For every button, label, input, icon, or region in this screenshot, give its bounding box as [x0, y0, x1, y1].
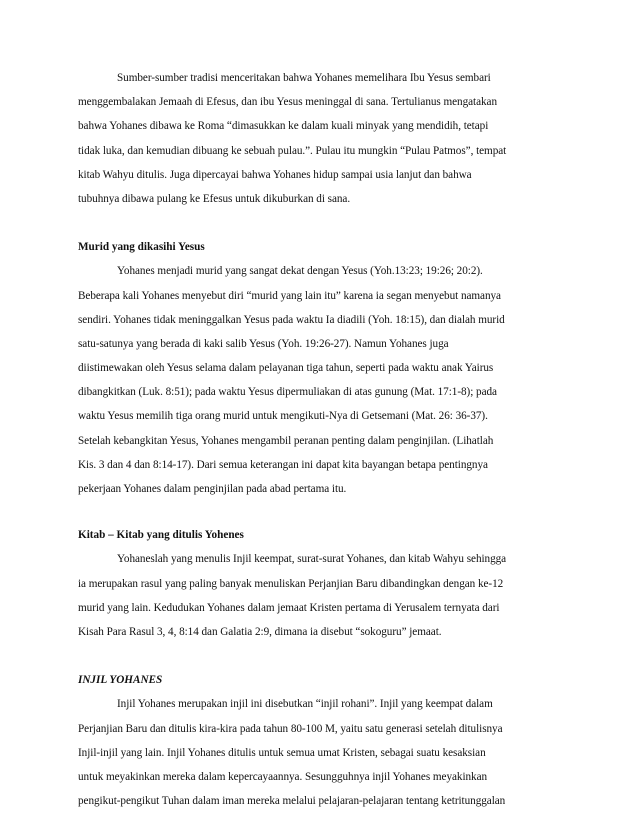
text-line: Yohanes menjadi murid yang sangat dekat dengan Yesus (Yoh.13:23; 19:26; 20:2). [117, 265, 483, 278]
paragraph-kitab [78, 547, 562, 644]
text-line: Kis. 3 dan 4 dan 8:14-17). Dari semua keterangan ini dapat kita bayangan betapa pentingnya [78, 458, 488, 471]
text-line: ia merupakan rasul yang paling banyak menuliskan Perjanjian Baru dibandingkan dengan ke-12 [78, 577, 504, 590]
text-line: murid yang lain. Kedudukan Yohanes dalam jemaat Kristen pertama di Yerusalem ternyata dari [78, 601, 500, 614]
text-line: Setelah kebangkitan Yesus, Yohanes mengambil peranan penting dalam penginjilan. (Lihatlah [78, 434, 494, 447]
text-line: Beberapa kali Yohanes menyebut diri “murid yang lain itu” karena ia segan menyebut namanya [78, 289, 501, 302]
paragraph-intro [78, 66, 562, 211]
section-heading-murid: Murid yang dikasihi Yesus [78, 241, 205, 254]
text-line: Perjanjian Baru dan ditulis kira-kira pada tahun 80-100 M, yaitu satu generasi setelah ditulisnya [78, 722, 503, 735]
text-line: kitab Wahyu ditulis. Juga dipercayai bahwa Yohanes hidup sampai usia lanjut dan bahwa [78, 168, 472, 181]
text-line: bahwa Yohanes dibawa ke Roma “dimasukkan ke dalam kuali minyak yang mendidih, tetapi [78, 120, 489, 133]
text-line: tidak luka, dan kemudian dibuang ke sebuah pulau.”. Pulau itu mungkin “Pulau Patmos”, tempat [78, 144, 507, 157]
section-heading-kitab: Kitab – Kitab yang ditulis Yohenes [78, 529, 244, 542]
paragraph-murid [78, 259, 562, 501]
text-line: Kisah Para Rasul 3, 4, 8:14 dan Galatia 2:9, dimana ia disebut “sokoguru” jemaat. [78, 625, 442, 638]
text-line: Injil-injil yang lain. Injil Yohanes ditulis untuk semua umat Kristen, sebagai suatu kesaksian [78, 746, 486, 759]
text-line: pekerjaan Yohanes dalam penginjilan pada abad pertama itu. [78, 483, 347, 495]
paragraph-injil [78, 692, 562, 813]
text-line: Injil Yohanes merupakan injil ini disebutkan “injil rohani”. Injil yang keempat dalam [117, 698, 493, 711]
text-line: diistimewakan oleh Yesus selama dalam pelayanan tiga tahun, seperti pada waktu anak Yairus [78, 362, 494, 375]
text-line: tubuhnya dibawa pulang ke Efesus untuk dikuburkan di sana. [78, 192, 351, 205]
section-heading-injil: INJIL YOHANES [78, 674, 163, 687]
document-body [78, 66, 562, 813]
text-line: satu-satunya yang berada di kaki salib Yesus (Yoh. 19:26-27). Namun Yohanes juga [78, 337, 449, 350]
text-line: Sumber-sumber tradisi menceritakan bahwa Yohanes memelihara Ibu Yesus sembari [117, 72, 491, 84]
section-spacer [78, 644, 562, 668]
text-line: waktu Yesus memilih tiga orang murid untuk mengikuti-Nya di Getsemani (Mat. 26: 36-37). [78, 410, 488, 423]
section-spacer [78, 501, 562, 523]
text-line: sendiri. Yohanes tidak meninggalkan Yesus pada waktu Ia diadili (Yoh. 18:15), dan dialah murid [78, 313, 505, 326]
text-line: menggembalakan Jemaah di Efesus, dan ibu Yesus meninggal di sana. Tertulianus mengatakan [78, 96, 498, 109]
text-line: untuk meyakinkan mereka dalam kepercayaannya. Sesungguhnya injil Yohanes meyakinkan [78, 770, 488, 783]
text-line: Yohaneslah yang menulis Injil keempat, surat-surat Yohanes, dan kitab Wahyu sehingga [117, 553, 507, 566]
text-line: pengikut-pengikut Tuhan dalam iman mereka melalui pelajaran-pelajaran tentang ketritunggalan [78, 795, 506, 808]
text-line: dibangkitkan (Luk. 8:51); pada waktu Yesus dipermuliakan di atas gunung (Mat. 17:1-8); pada [78, 386, 497, 399]
section-spacer [78, 211, 562, 235]
